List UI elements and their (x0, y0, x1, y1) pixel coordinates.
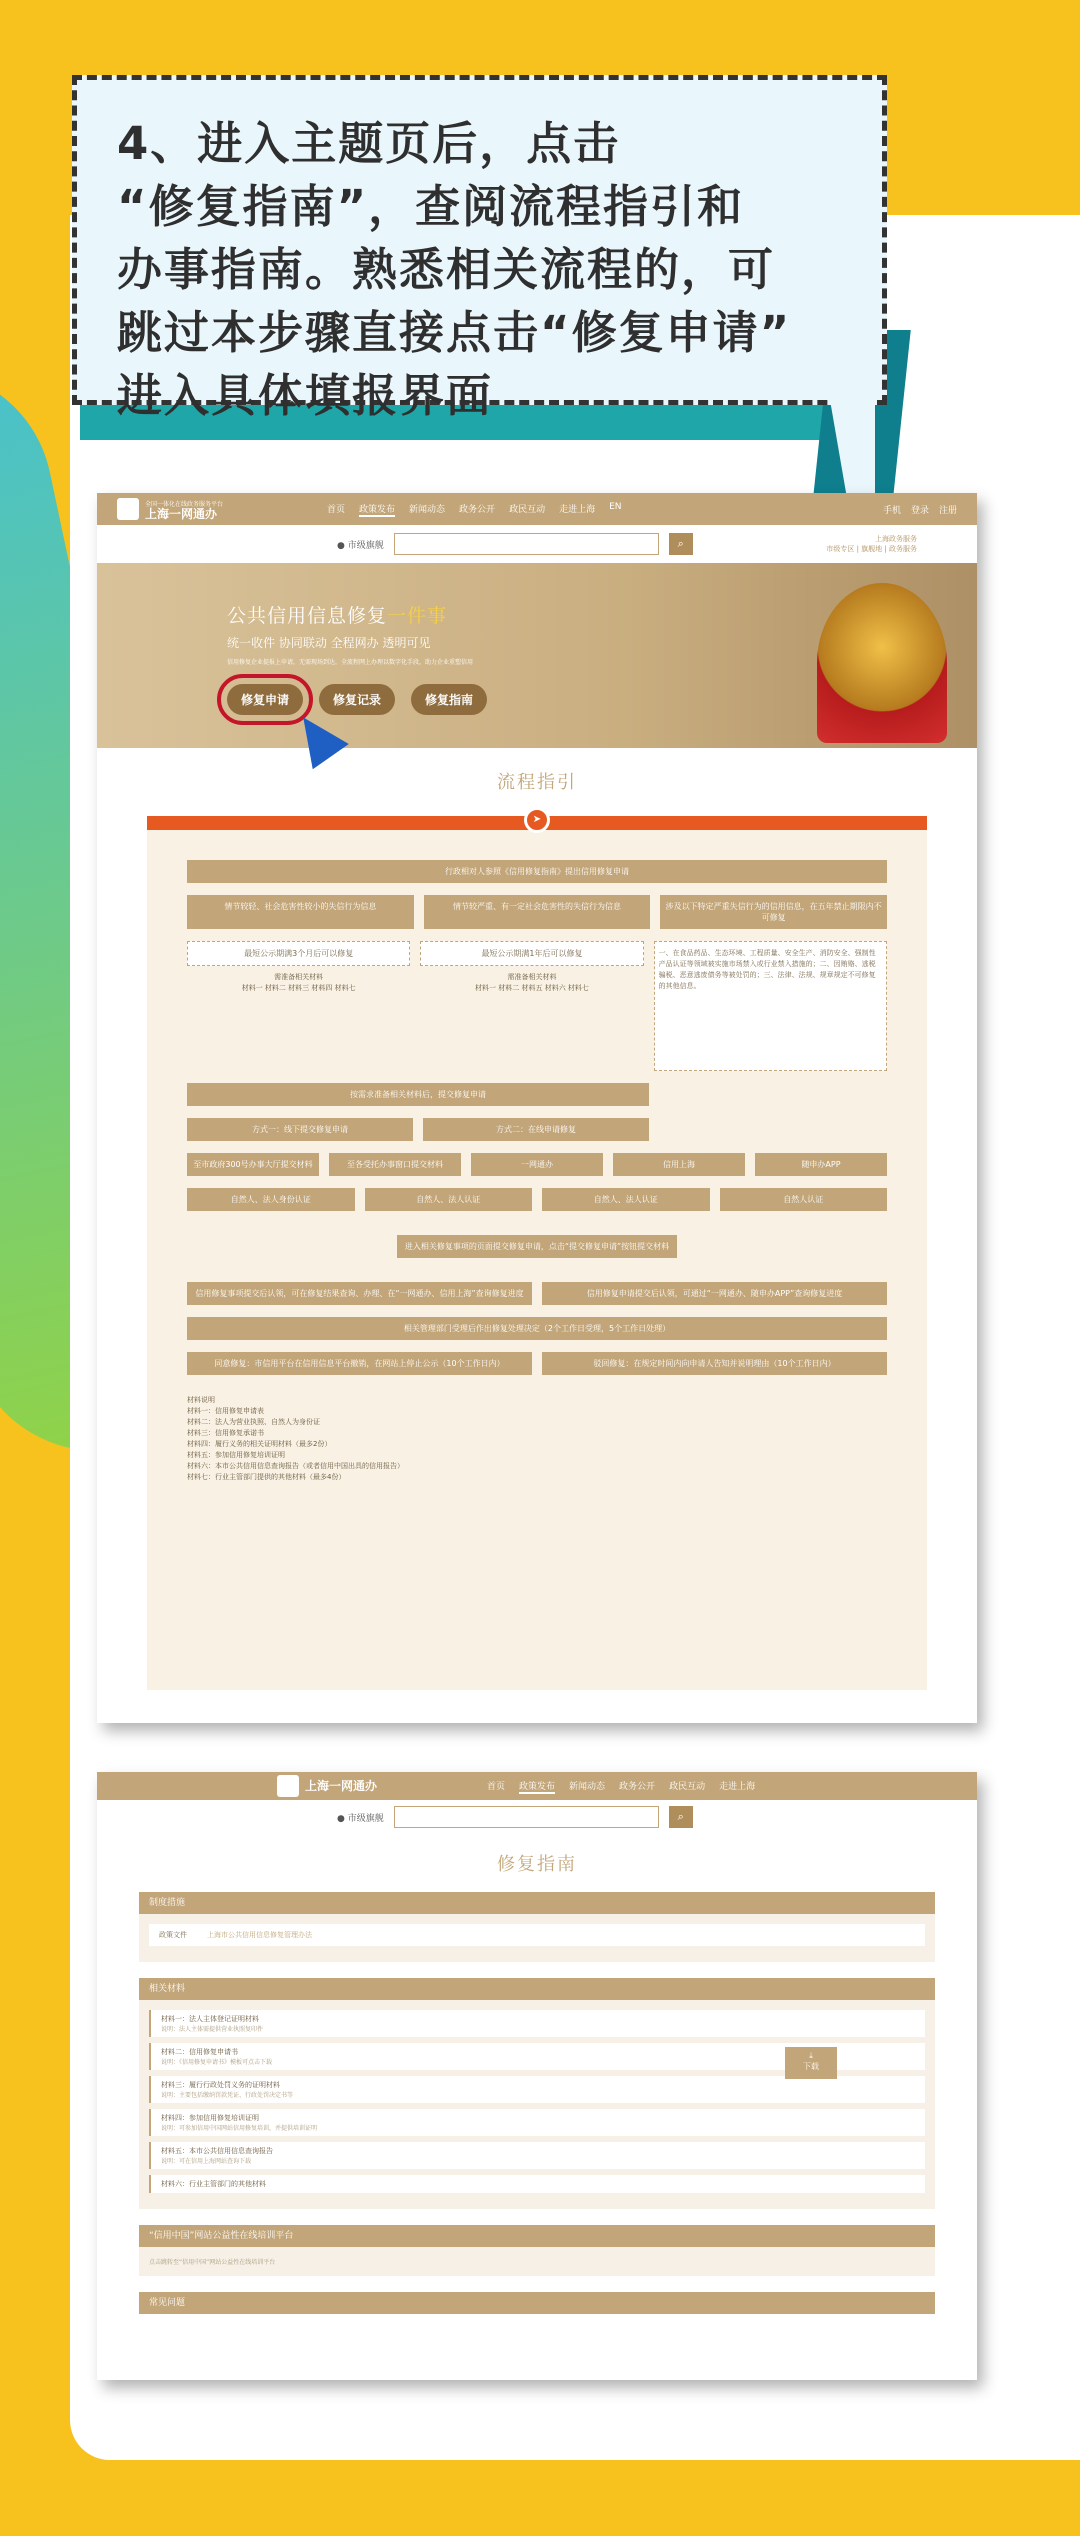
material-notes (187, 1395, 887, 1483)
repair-record-button[interactable]: 修复记录 (319, 684, 395, 715)
register-link[interactable]: 注册 (938, 505, 957, 516)
nav2-news[interactable]: 新闻动态 (569, 1781, 606, 1792)
side-links[interactable]: 市级专区 | 旗舰地 | 政务服务 (826, 545, 917, 553)
material-name: 材料二：信用修复申请书 (161, 2048, 238, 2056)
speech-bubble (72, 75, 887, 422)
nav2-shanghai[interactable]: 走进上海 (719, 1781, 756, 1792)
screenshot-guide-page (97, 1772, 977, 2380)
repair-guide-button[interactable]: 修复指南 (411, 684, 487, 715)
search-row-2 (97, 1800, 977, 1834)
note-4: 材料四：履行义务的相关证明材料（最多2份） (187, 1440, 332, 1448)
mascot-illustration (817, 583, 947, 743)
material-name: 材料四：参加信用修复培训证明 (161, 2114, 259, 2122)
logo-title-2: 上海一网通办 (305, 1779, 378, 1793)
flow-step-2: 信用修复事项提交后认领，可在修复结果查询、办理、在“一网通办、信用上海”查询修复进度 (187, 1282, 532, 1305)
logo-emblem-icon-2 (277, 1775, 299, 1797)
flow-cat-1: 情节较轻、社会危害性较小的失信行为信息 (187, 895, 414, 929)
nav2-policy[interactable]: 政策发布 (519, 1779, 555, 1794)
note-1: 材料一：信用修复申请表 (187, 1407, 264, 1415)
bar-policies: 制度措施 (139, 1892, 935, 1914)
material-desc: 说明：法人主体需提供营业执照复印件 (161, 2026, 264, 2033)
material-desc: 说明：《信用修复申请书》模板可点击下载 (161, 2059, 273, 2066)
nav-shanghai[interactable]: 走进上海 (559, 504, 596, 515)
send-icon: ➤ (524, 807, 550, 833)
flow-auth-2: 自然人、法人认证 (365, 1188, 533, 1211)
flow-auth-3: 自然人、法人认证 (542, 1188, 710, 1211)
hero-subtitle: 统一收件 协同联动 全程网办 透明可见 (227, 636, 431, 650)
flow-mat-list-1: 材料一 材料二 材料三 材料四 材料七 (241, 984, 356, 992)
search-icon-2[interactable]: ⌕ (669, 1806, 693, 1828)
flow-online-1: 一网通办 (471, 1153, 603, 1176)
materials-panel (139, 2000, 935, 2209)
note-3: 材料三：信用修复承诺书 (187, 1429, 264, 1437)
login-link[interactable]: 登录 (910, 505, 929, 516)
flow-mat-title-2: 需准备相关材料 (507, 973, 557, 981)
material-desc: 说明：可在信用上海网站查询下载 (161, 2158, 252, 2165)
top-nav-2 (97, 1772, 977, 1800)
flow-decision: 相关管理部门受理后作出修复处理决定（2个工作日受理，5个工作日处理） (187, 1317, 887, 1340)
download-button[interactable] (785, 2047, 837, 2079)
search-scope[interactable]: ● 市级旗舰 (337, 540, 384, 551)
logo-title: 上海一网通办 (145, 506, 218, 521)
policies-panel (139, 1914, 935, 1962)
flow-cat-3: 涉及以下特定严重失信行为的信用信息，在五年禁止期限内不可修复 (660, 895, 887, 929)
material-item[interactable] (149, 2142, 925, 2169)
note-6: 材料六：本市公共信用信息查询报告（或者信用中国出具的信用报告） (187, 1462, 404, 1470)
section-divider (147, 816, 927, 830)
bar-materials: 相关材料 (139, 1978, 935, 2000)
flow-result-2: 驳回修复：在规定时间内向申请人告知并说明理由（10个工作日内） (542, 1352, 887, 1375)
material-name: 材料一：法人主体登记证明材料 (161, 2015, 259, 2023)
repair-apply-button[interactable]: 修复申请 (227, 684, 303, 715)
note-2: 材料二：法人为营业执照、自然人为身份证 (187, 1418, 320, 1426)
flow-section-title: 流程指引 (497, 772, 577, 793)
policy-label: 政策文件 (159, 1931, 187, 1939)
mobile-link[interactable]: 手机 (882, 505, 901, 516)
material-item[interactable] (149, 2175, 925, 2193)
hero-title-main: 公共信用信息修复 (227, 605, 388, 627)
flow-step-3: 信用修复申请提交后认领，可通过“一网通办、随申办APP”查询修复进度 (542, 1282, 887, 1305)
guide-title: 修复指南 (497, 1854, 577, 1875)
flow-period-2: 最短公示期满1年后可以修复 (420, 941, 643, 966)
download-icon: ⤓ (809, 2051, 813, 2060)
nav-interact[interactable]: 政民互动 (509, 504, 546, 515)
training-desc[interactable]: 点击跳转至“信用中国”网站公益性在线培训平台 (149, 2259, 276, 2266)
logo-subtitle: 全国一体化在线政务服务平台 (145, 500, 224, 508)
flow-apply: 按需求准备相关材料后，提交修复申请 (187, 1083, 649, 1106)
flow-offline-2: 至各受托办事窗口提交材料 (329, 1153, 461, 1176)
search-input-2[interactable] (394, 1806, 659, 1828)
flow-online-3: 随申办APP (755, 1153, 887, 1176)
flow-cat-2: 情节较严重、有一定社会危害性的失信行为信息 (424, 895, 651, 929)
flow-way-1: 方式一：线下提交修复申请 (187, 1118, 413, 1141)
note-7: 材料七：行业主管部门提供的其他材料（最多4份） (187, 1473, 346, 1481)
screenshot-theme-page (97, 493, 977, 1723)
flow-auth-4: 自然人认证 (720, 1188, 888, 1211)
flow-offline-1: 至市政府300号办事大厅提交材料 (187, 1153, 319, 1176)
flow-top: 行政相对人参照《信用修复指南》提出信用修复申请 (187, 860, 887, 883)
material-desc: 说明：可参加信用中国网站信用修复培训，并提供培训证明 (161, 2125, 318, 2132)
hero-title-accent: 一件事 (387, 605, 448, 627)
material-item[interactable] (149, 2010, 925, 2037)
search-row (97, 525, 977, 563)
nav-policy[interactable]: 政策发布 (359, 502, 395, 517)
nav-news[interactable]: 新闻动态 (409, 504, 446, 515)
flow-special: 一、在食品药品、生态环境、工程质量、安全生产、消防安全、强制性产品认证等领域被实施市场禁入或行业禁入措施的；二、因贿赂、逃税骗税、恶意逃废债务等被处罚的；三、法律、法规、规章规定不可修复的其他信息。 (654, 941, 887, 1071)
site-logo-2[interactable] (277, 1775, 457, 1797)
bar-training[interactable]: “信用中国”网站公益性在线培训平台 (139, 2225, 935, 2247)
nav-open[interactable]: 政务公开 (459, 504, 496, 515)
material-name: 材料六：行业主管部门的其他材料 (161, 2180, 266, 2188)
top-nav (97, 493, 977, 525)
hero-desc: 信用修复企业提报上申请，无需现场到达，全流程网上办理以数字化手段，助力企业重塑信用 (227, 659, 474, 666)
flow-mat-list-2: 材料一 材料二 材料五 材料六 材料七 (475, 984, 589, 992)
flow-mat-title-1: 需准备相关材料 (274, 973, 324, 981)
material-name: 材料五：本市公共信用信息查询报告 (161, 2147, 273, 2155)
flow-auth-1: 自然人、法人身份认证 (187, 1188, 355, 1211)
training-panel (139, 2247, 935, 2276)
notes-title: 材料说明 (187, 1396, 215, 1404)
side-title: 上海政务服务 (875, 535, 917, 543)
search-input[interactable] (394, 533, 659, 555)
nav2-open[interactable]: 政务公开 (619, 1781, 656, 1792)
policy-value[interactable]: 上海市公共信用信息修复管理办法 (207, 1931, 312, 1939)
logo-emblem-icon (117, 498, 139, 520)
material-item[interactable] (149, 2109, 925, 2136)
instruction-text: 4、进入主题页后，点击 “修复指南”，查阅流程指引和 办事指南。熟悉相关流程的，可 跳过本步骤直接点击“修复申请” 进入具体填报界面 (117, 117, 792, 422)
download-label: 下载 (803, 2062, 819, 2071)
hero-banner (97, 563, 977, 748)
flow-online-2: 信用上海 (613, 1153, 745, 1176)
site-logo[interactable] (117, 498, 297, 520)
material-desc: 说明：主要包括缴纳罚款凭证、行政处罚决定书等 (161, 2092, 294, 2099)
material-name: 材料三：履行行政处罚义务的证明材料 (161, 2081, 280, 2089)
nav-home[interactable]: 首页 (327, 504, 346, 515)
search-icon[interactable]: ⌕ (669, 533, 693, 555)
nav2-home[interactable]: 首页 (487, 1781, 506, 1792)
flow-chart (147, 830, 927, 1690)
nav2-interact[interactable]: 政民互动 (669, 1781, 706, 1792)
material-item[interactable] (149, 2076, 925, 2103)
flow-period-1: 最短公示期满3个月后可以修复 (187, 941, 410, 966)
flow-result-1: 同意修复：市信用平台在信用信息平台撤销，在网站上停止公示（10个工作日内） (187, 1352, 532, 1375)
flow-way-2: 方式二：在线申请修复 (423, 1118, 649, 1141)
flow-step-1: 进入相关修复事项的页面提交修复申请，点击“提交修复申请”按钮提交材料 (397, 1235, 677, 1258)
nav-en[interactable]: EN (609, 501, 622, 512)
search-scope-2[interactable]: ● 市级旗舰 (337, 1813, 384, 1824)
policy-row[interactable] (149, 1924, 925, 1946)
bar-faq[interactable]: 常见问题 (139, 2292, 935, 2314)
note-5: 材料五：参加信用修复培训证明 (187, 1451, 285, 1459)
